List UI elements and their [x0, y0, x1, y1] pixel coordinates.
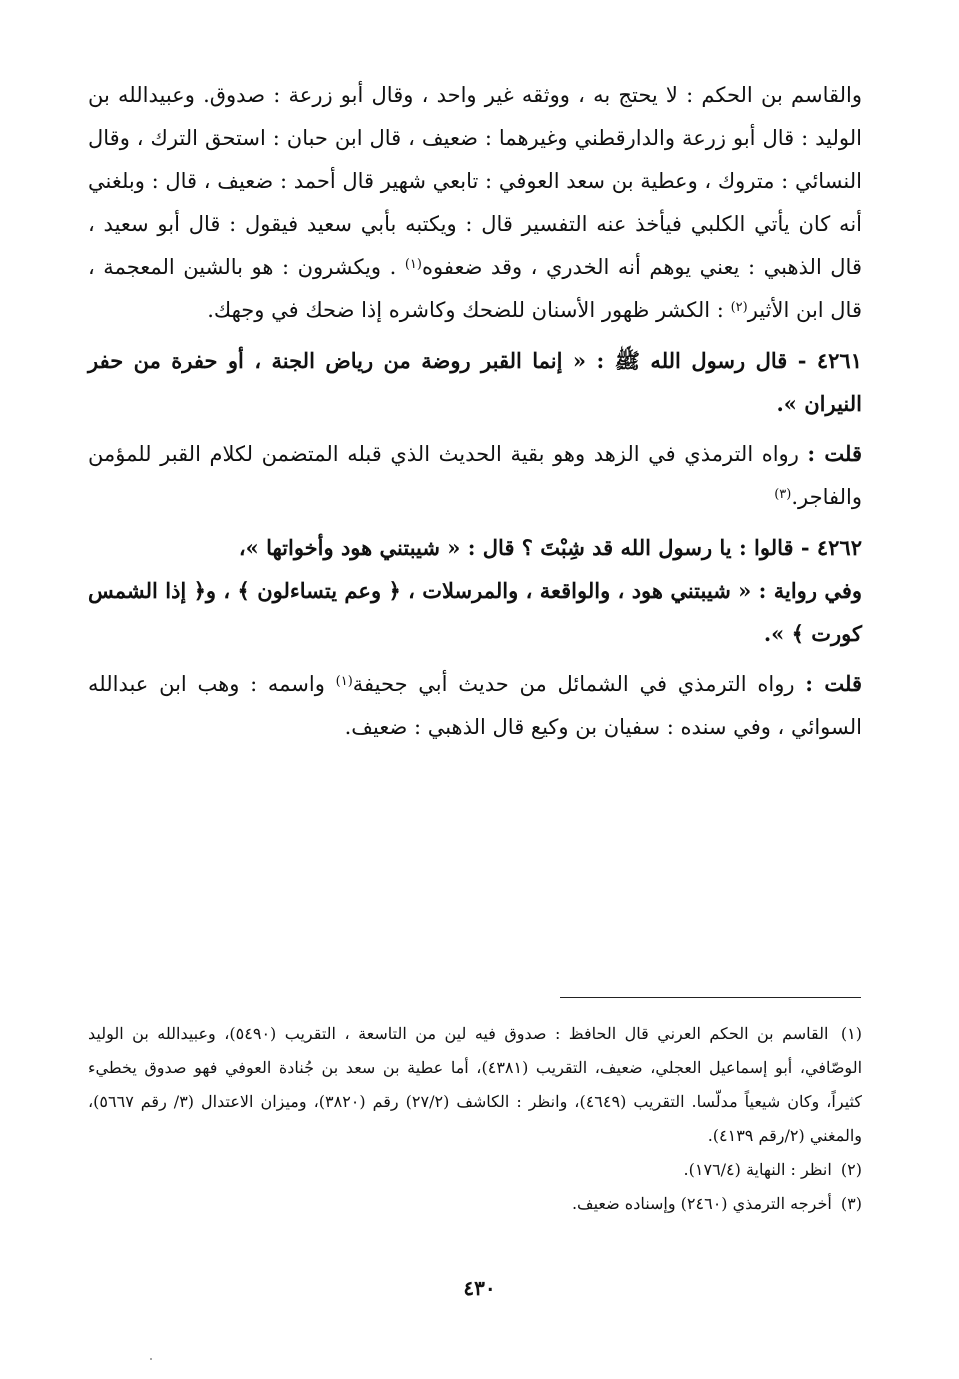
qult-label: قلت : [805, 671, 862, 696]
paragraph-text: . ويكشرون : هو بالشين المعجمة ، قال ابن الأثير [88, 255, 862, 322]
commentary-text: واسمه : وهب ابن عبدالله السوائي ، وفي سنده : سفيان بن وكيع قال الذهبي : ضعيف. [88, 672, 862, 739]
scan-speck [150, 1358, 152, 1360]
footnote-marker: (٢) [730, 300, 748, 315]
footnote-3 [88, 1187, 862, 1221]
footnote-number: (٣) [840, 1194, 862, 1213]
footnote-text: انظر : النهاية (١٧٦/٤). [683, 1160, 832, 1179]
commentary-text: رواه الترمذي في الزهد وهو بقية الحديث الذي قبله المتضمن لكلام القبر للمؤمن والفاجر. [88, 442, 862, 509]
narrator-critique-paragraph [88, 74, 862, 332]
footnote-marker: (٣) [774, 487, 792, 502]
commentary-text: رواه الترمذي في الشمائل من حديث أبي جحيفة [352, 672, 795, 696]
footnote-2 [88, 1153, 862, 1187]
page-number: ٤٣٠ [463, 1276, 496, 1300]
hadith-4261: ٤٢٦١ - قال رسول الله ﷺ : « إنما القبر روضة من رياض الجنة ، أو حفرة من حفر النيران ». [88, 348, 862, 416]
footnotes [88, 1017, 862, 1221]
spacer [88, 332, 862, 339]
footnote-text: أخرجه الترمذي (٢٤٦٠) وإسناده ضعيف. [571, 1194, 832, 1213]
footnote-number: (١) [840, 1024, 862, 1043]
hadith-4262: ٤٢٦٢ - قالوا : يا رسول الله قد شِبْتَ ؟ قال : « شيبتني هود وأخواتها »، [238, 535, 862, 560]
footnote-marker: (١) [404, 257, 422, 272]
spacer [88, 519, 862, 526]
commentary-paragraph [88, 432, 862, 519]
footnote-divider [560, 997, 861, 998]
footnote-number: (٢) [840, 1160, 862, 1179]
qult-label: قلت : [807, 441, 862, 466]
footnote-1 [88, 1017, 862, 1153]
spacer [88, 425, 862, 432]
paragraph-text: : الكشر ظهور الأسنان للضحك وكاشره إذا ضحك في وجهك. [207, 298, 724, 322]
footnote-marker: (١) [335, 674, 353, 689]
commentary-paragraph [88, 662, 862, 749]
spacer [88, 655, 862, 662]
hadith-4262-variant: وفي رواية : « شيبتني هود ، والواقعة ، والمرسلات ، ﴿ وعم يتساءلون ﴾ ، و﴿ إذا الشمس كورت ﴾ ». [88, 578, 862, 646]
main-text [88, 74, 862, 749]
paragraph-text: والقاسم بن الحكم : لا يحتج به ، ووثقه غير واحد ، وقال أبو زرعة : صدوق. وعبيدالله بن الوليد : قال أبو زرعة والدارقطني وغيرهما : ضعيف ، قال ابن حبان : استحق الترك ، وقال النسائي : متروك ، وعطية بن سعد العوفي : تابعي شهير قال أحمد : ضعيف ، قال : وبلغني أنه كان يأتي الكلبي فيأخذ عنه التفسير قال : ويكتبه بأبي سعيد فيقول : قال أبو سعيد ، قال الذهبي : يعني يوهم أنه الخدري ، وقد ضعفوه [88, 83, 862, 279]
footnote-text: القاسم بن الحكم العرني قال الحافظ : صدوق فيه لين من التاسعة ، التقريب (٥٤٩٠)، وعبيدالله بن الوليد الوصّافي، أبو إسماعيل العجلي، ضعيف، التقريب (٤٣٨١)، أما عطية بن سعد بن جُنادة العوفي فهو صدوق يخطيء كثيراً، وكان شيعياً مدلّسا. التقريب (٤٦٤٩)، وانظر : الكاشف (٢٧/٢) رقم (٣٨٢٠)، وميزان الاعتدال (٣/ رقم ٥٦٦٧)، والمغني (٢/رقم ٤١٣٩). [88, 1024, 863, 1145]
